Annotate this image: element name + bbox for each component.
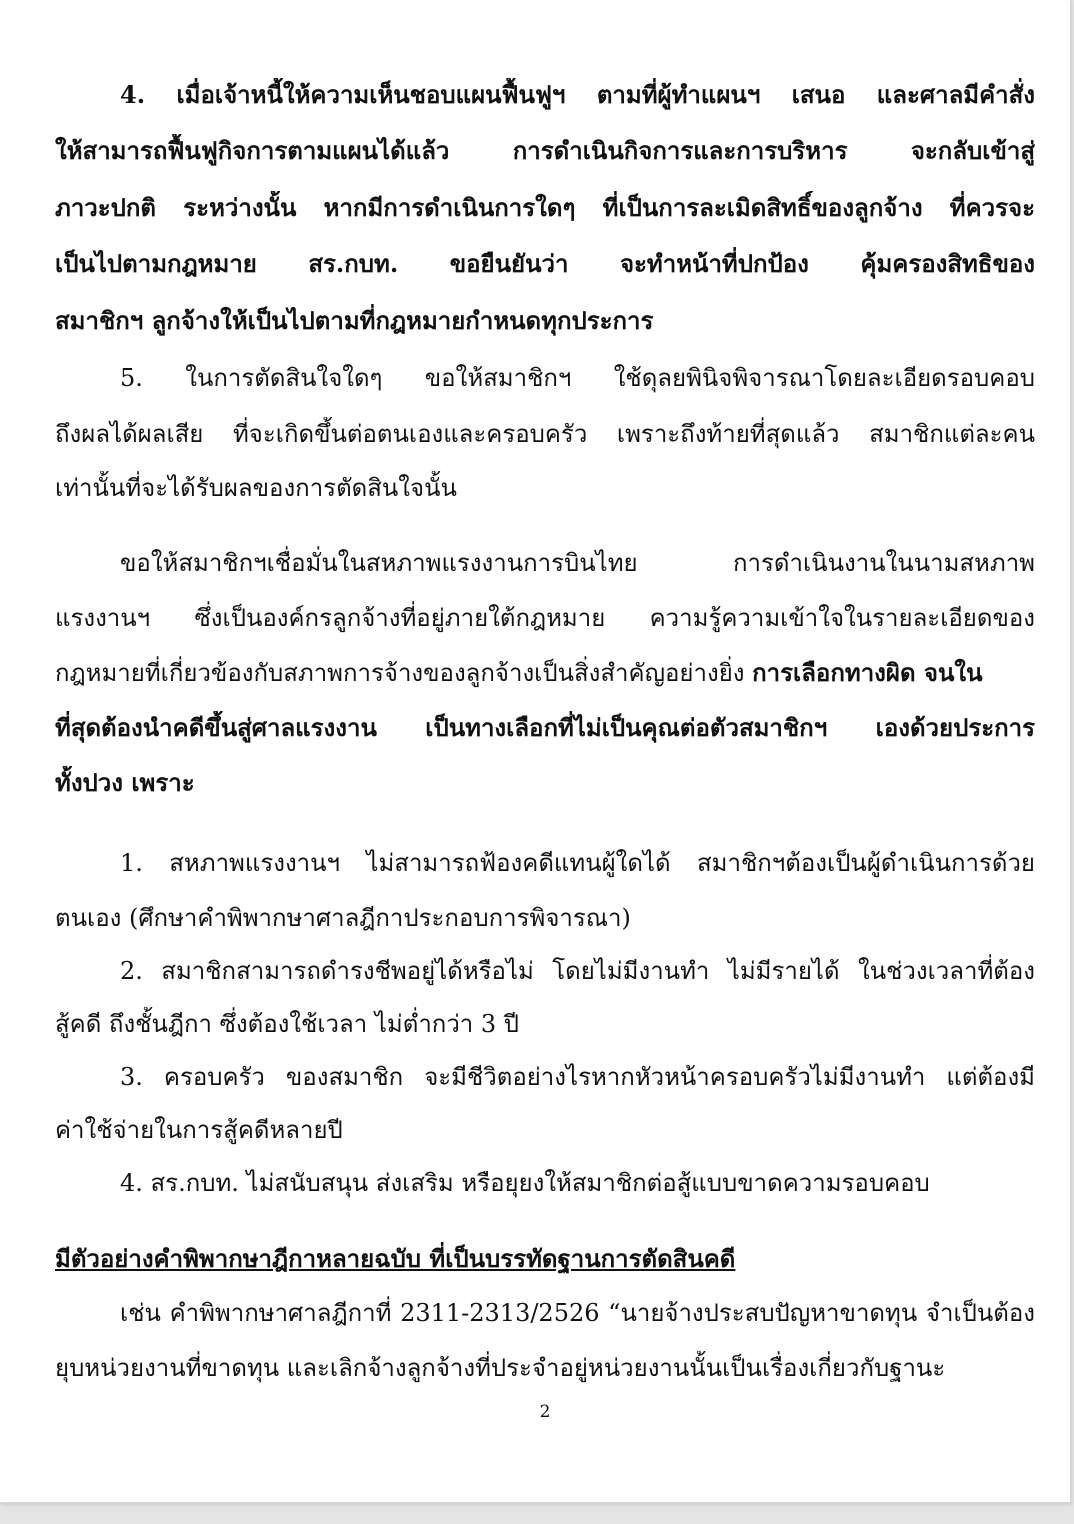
precedent-heading-text: มีตัวอย่างคำพิพากษาฎีกาหลายฉบับ ที่เป็นบรรทัดฐานการตัดสินคดี bbox=[55, 1244, 736, 1273]
precedent-line-2: ยุบหน่วยงานที่ขาดทุน และเลิกจ้างลูกจ้างที่ประจำอยู่หน่วยงานนั้นเป็นเรื่องเกี่ยวกับฐานะ bbox=[55, 1354, 946, 1382]
paragraph-4-line-3: ภาวะปกติ ระหว่างนั้น หากมีการดำเนินการใดๆ ที่เป็นการละเมิดสิทธิ์ของลูกจ้าง ที่ควรจะ bbox=[55, 193, 1035, 222]
trust-paragraph-line-3-bold: การเลือกทางผิด จนใน bbox=[752, 658, 983, 687]
paragraph-5-line-1: 5. ในการตัดสินใจใดๆ ขอให้สมาชิกฯ ใช้ดุลยพินิจพิจารณาโดยละเอียดรอบคอบ bbox=[120, 364, 1035, 392]
trust-paragraph-line-3-regular: กฎหมายที่เกี่ยวข้องกับสภาพการจ้างของลูกจ้างเป็นสิ่งสำคัญอย่างยิ่ง bbox=[55, 659, 745, 687]
trust-paragraph-line-2: แรงงานฯ ซึ่งเป็นองค์กรลูกจ้างที่อยู่ภายใต้กฎหมาย ความรู้ความเข้าใจในรายละเอียดของ bbox=[55, 604, 1035, 632]
trust-paragraph-line-5: ทั้งปวง เพราะ bbox=[55, 768, 195, 797]
precedent-heading bbox=[55, 1242, 1035, 1276]
reason-3-line-1: 3. ครอบครัว ของสมาชิก จะมีชีวิตอย่างไรหากหัวหน้าครอบครัวไม่มีงานทำ แต่ต้องมี bbox=[120, 1063, 1035, 1091]
paragraph-4-line-4: เป็นไปตามกฎหมาย สร.กบท. ขอยืนยันว่า จะทำหน้าที่ปกป้อง คุ้มครองสิทธิของ bbox=[55, 249, 1035, 278]
trust-paragraph-line-1: ขอให้สมาชิกฯเชื่อมั่นในสหภาพแรงงานการบินไทย การดำเนินงานในนามสหภาพ bbox=[120, 549, 1035, 577]
paragraph-4-line-2: ให้สามารถฟื้นฟูกิจการตามแผนได้แล้ว การดำเนินกิจการและการบริหาร จะกลับเข้าสู่ bbox=[55, 136, 1035, 165]
reason-2-line-1: 2. สมาชิกสามารถดำรงชีพอยู่ได้หรือไม่ โดยไม่มีงานทำ ไม่มีรายได้ ในช่วงเวลาที่ต้อง bbox=[120, 957, 1035, 985]
precedent-line-1: เช่น คำพิพากษาศาลฎีกาที่ 2311-2313/2526 “นายจ้างประสบปัญหาขาดทุน จำเป็นต้อง bbox=[120, 1299, 1035, 1327]
paragraph-5-line-2: ถึงผลได้ผลเสีย ที่จะเกิดขึ้นต่อตนเองและครอบครัว เพราะถึงท้ายที่สุดแล้ว สมาชิกแต่ละคน bbox=[55, 420, 1035, 448]
reason-2-line-2: สู้คดี ถึงชั้นฎีกา ซึ่งต้องใช้เวลา ไม่ต่ำกว่า 3 ปี bbox=[55, 1010, 520, 1038]
page-number: 2 bbox=[539, 1402, 551, 1422]
paragraph-4-line-1: 4. เมื่อเจ้าหนี้ให้ความเห็นชอบแผนฟื้นฟูฯ ตามที่ผู้ทำแผนฯ เสนอ และศาลมีคำสั่ง bbox=[120, 80, 1035, 109]
reason-1-line-2: ตนเอง (ศึกษาคำพิพากษาศาลฎีกาประกอบการพิจารณา) bbox=[55, 904, 631, 932]
reason-1-line-1: 1. สหภาพแรงงานฯ ไม่สามารถฟ้องคดีแทนผู้ใดได้ สมาชิกฯต้องเป็นผู้ดำเนินการด้วย bbox=[120, 849, 1035, 877]
paragraph-4-line-5: สมาชิกฯ ลูกจ้างให้เป็นไปตามที่กฎหมายกำหนดทุกประการ bbox=[55, 306, 654, 335]
trust-paragraph-line-4: ที่สุดต้องนำคดีขึ้นสู่ศาลแรงงาน เป็นทางเลือกที่ไม่เป็นคุณต่อตัวสมาชิกฯ เองด้วยประการ bbox=[55, 713, 1035, 742]
trust-paragraph-line-3 bbox=[55, 656, 1035, 690]
reason-4-line-1: 4. สร.กบท. ไม่สนับสนุน ส่งเสริม หรือยุยงให้สมาชิกต่อสู้แบบขาดความรอบคอบ bbox=[120, 1169, 930, 1197]
reason-3-line-2: ค่าใช้จ่ายในการสู้คดีหลายปี bbox=[55, 1116, 343, 1144]
paragraph-5-line-3: เท่านั้นที่จะได้รับผลของการตัดสินใจนั้น bbox=[55, 474, 457, 502]
